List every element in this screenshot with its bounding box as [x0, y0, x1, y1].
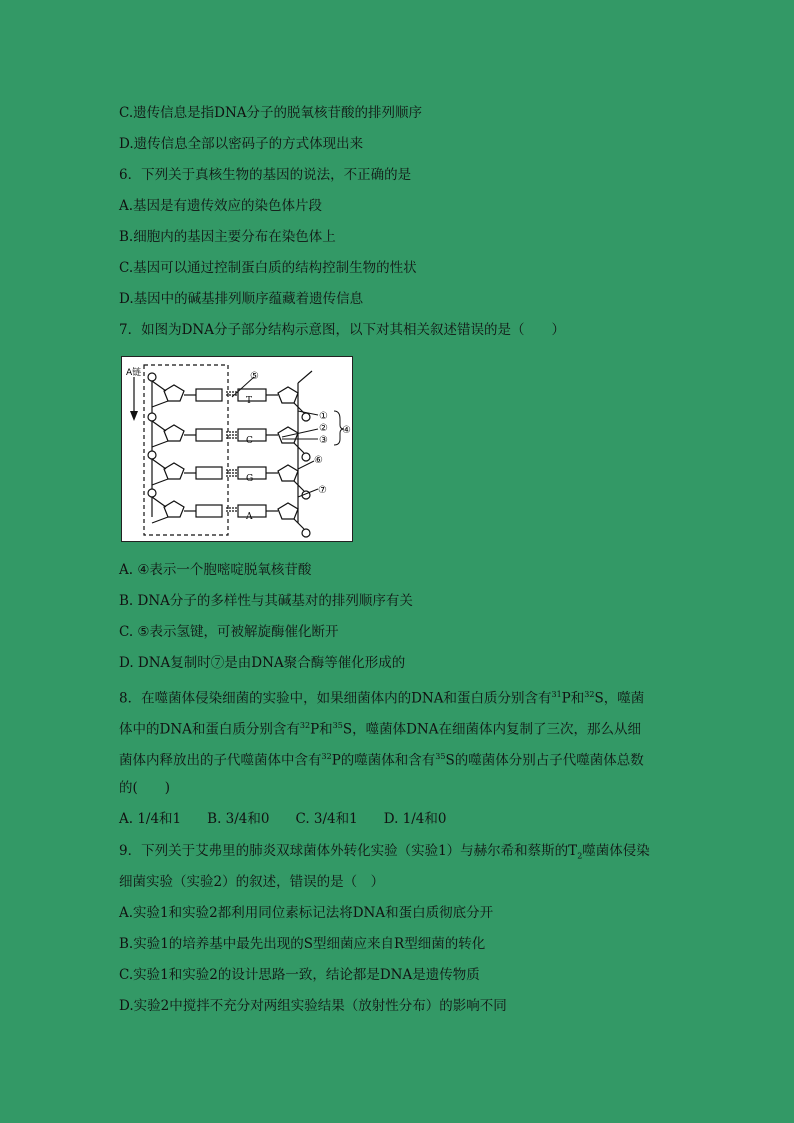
q8-stem-line1: 8．在噬菌体侵染细菌的实验中，如果细菌体内的DNA和蛋白质分别含有$^{31}$P和$^{32}$S，噬菌	[119, 690, 645, 707]
bond-left	[152, 497, 166, 507]
q8-option-d: D. 1/4和0	[383, 811, 447, 827]
dna-diagram	[122, 357, 352, 541]
bond-left-lower	[152, 401, 168, 407]
base-box-left	[196, 505, 222, 517]
sugar-left	[164, 501, 184, 517]
q8-stem-line2: 体中的DNA和蛋白质分别含有$^{32}$P和$^{35}$S，噬菌体DNA在细菌体内复制了三次，那么从细	[119, 721, 641, 738]
marker-7: ⑦	[318, 485, 327, 496]
q6-option-a: A.基因是有遗传效应的染色体片段	[119, 198, 323, 214]
q7-stem: 7．如图为DNA分子部分结构示意图，以下对其相关叙述错误的是（ ）	[119, 322, 565, 338]
sugar-left	[164, 463, 184, 479]
marker-5: ⑤	[250, 371, 259, 382]
bond-right	[294, 481, 304, 491]
q8-option-b: B. 3/4和0	[207, 811, 270, 827]
phosphate-right	[302, 453, 310, 461]
q8-stem-line4: 的( )	[119, 780, 171, 796]
q9-option-d: D.实验2中搅拌不充分对两组实验结果（放射性分布）的影响不同	[119, 998, 507, 1014]
bond-left	[152, 459, 166, 469]
q9-stem-line1: 9．下列关于艾弗里的肺炎双球菌体外转化实验（实验1）与赫尔希和蔡斯的$T_2$噬菌体侵染	[119, 843, 650, 861]
base-t: T	[246, 396, 253, 406]
bond-left-lower	[152, 479, 168, 485]
q8-option-c: C. 3/4和1	[295, 811, 358, 827]
q6-option-d: D.基因中的碱基排列顺序蕴藏着遗传信息	[119, 291, 364, 307]
base-a: A	[246, 512, 253, 522]
q5-option-d: D.遗传信息全部以密码子的方式体现出来	[119, 136, 364, 152]
q6-option-c: C.基因可以通过控制蛋白质的结构控制生物的性状	[119, 260, 417, 276]
phosphate-left	[148, 413, 156, 421]
dna-structure-figure	[121, 356, 353, 542]
sugar-left	[164, 385, 184, 401]
q9-option-c: C.实验1和实验2的设计思路一致，结论都是DNA是遗传物质	[119, 967, 480, 983]
q9-option-a: A.实验1和实验2都利用同位素标记法将DNA和蛋白质彻底分开	[119, 905, 494, 921]
q8-options	[119, 810, 472, 828]
marker-6: ⑥	[314, 455, 323, 466]
q7-option-c: C. ⑤表示氢键，可被解旋酶催化断开	[119, 624, 339, 640]
phosphate-left	[148, 373, 156, 381]
phosphate-right	[302, 413, 310, 421]
sugar-right	[278, 387, 298, 403]
strand-label: A链	[126, 368, 142, 378]
sugar-right	[278, 465, 298, 481]
base-box-left	[196, 389, 222, 401]
base-c: C	[246, 436, 253, 446]
bond-left-lower	[152, 441, 168, 447]
bond-right	[294, 519, 304, 529]
q7-option-d: D. DNA复制时⑦是由DNA聚合酶等催化形成的	[119, 655, 406, 671]
base-box-left	[196, 467, 222, 479]
phosphate-left	[148, 451, 156, 459]
marker-1: ①	[319, 411, 328, 422]
q8-option-a: A. 1/4和1	[119, 811, 182, 827]
bond-left-lower	[152, 517, 168, 523]
q7-option-a: A. ④表示一个胞嘧啶脱氧核苷酸	[119, 562, 312, 578]
marker-4: ④	[342, 425, 351, 436]
phosphate-right	[302, 529, 310, 537]
phosphate-left	[148, 489, 156, 497]
sugar-left	[164, 425, 184, 441]
q6-stem: 6．下列关于真核生物的基因的说法，不正确的是	[119, 167, 412, 183]
bond-left	[152, 421, 166, 431]
q7-option-b: B. DNA分子的多样性与其碱基对的排列顺序有关	[119, 593, 413, 609]
base-g: G	[246, 474, 254, 484]
base-box-left	[196, 429, 222, 441]
sugar-right	[278, 503, 298, 519]
marker-3: ③	[319, 435, 328, 446]
sugar-right	[278, 427, 298, 443]
q8-stem-line3: 菌体内释放出的子代噬菌体中含有$^{32}$P的噬菌体和含有$^{35}$S的噬菌体分别占子代噬菌体总数	[119, 752, 644, 769]
strand-end	[298, 371, 312, 383]
q5-option-c: C.遗传信息是指DNA分子的脱氧核苷酸的排列顺序	[119, 105, 423, 121]
q6-option-b: B.细胞内的基因主要分布在染色体上	[119, 229, 336, 245]
marker-2: ②	[319, 423, 328, 434]
q9-stem-line2: 细菌实验（实验2）的叙述，错误的是（ ）	[119, 874, 385, 890]
q9-option-b: B.实验1的培养基中最先出现的S型细菌应来自R型细菌的转化	[119, 936, 486, 952]
bond-left	[152, 381, 166, 391]
bond-right	[294, 443, 304, 453]
